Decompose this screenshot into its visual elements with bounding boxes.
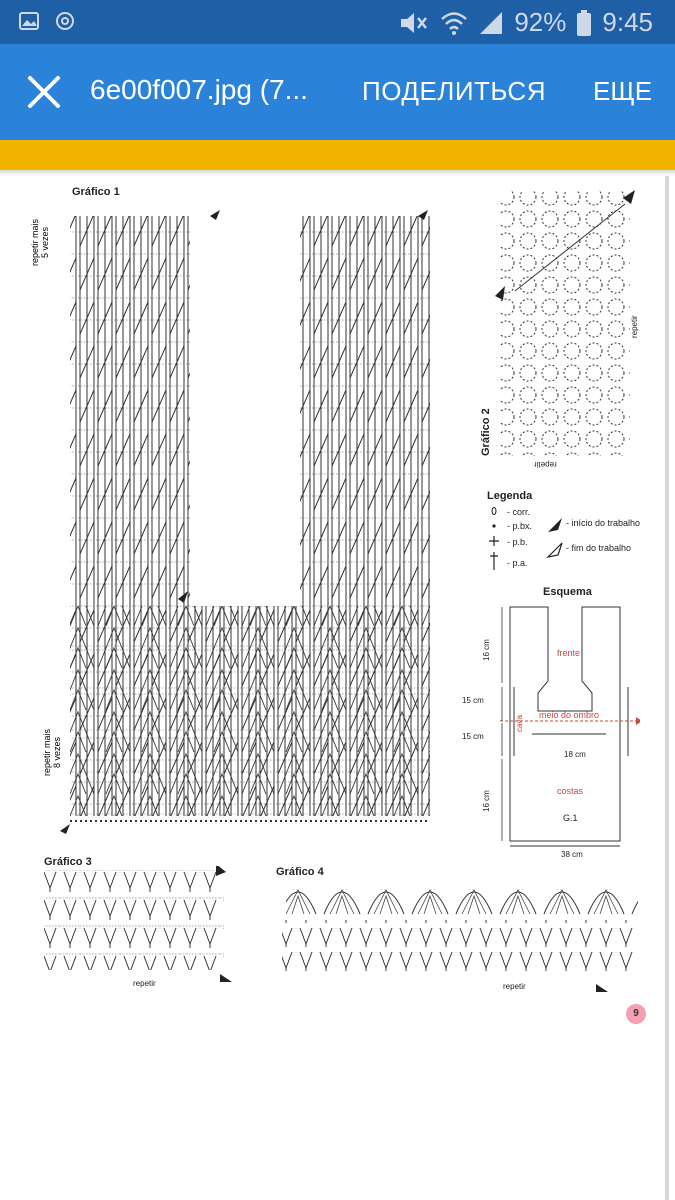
signal-icon <box>478 10 504 36</box>
image-icon <box>18 10 40 32</box>
chart3-title: Gráfico 3 <box>44 856 92 868</box>
mute-icon <box>398 10 430 36</box>
legend-item-pbx: - p.bx. <box>507 521 533 531</box>
legend-symbols <box>487 506 507 576</box>
schema-dim-18: 18 cm <box>564 750 586 759</box>
legend-start: - início do trabalho <box>566 518 641 528</box>
schema-dim-16-bottom: 16 cm <box>482 790 491 812</box>
chart2-diagram <box>495 186 645 476</box>
more-button[interactable]: ЕЩЕ <box>593 76 653 106</box>
arrow-end-icon <box>546 541 564 559</box>
document-image <box>0 176 675 1200</box>
legend-end: - fim do trabalho <box>566 543 632 553</box>
arrow-start-icon <box>546 516 564 534</box>
at-icon <box>54 10 76 32</box>
legend-item-corr: - corr. <box>507 507 531 517</box>
chart1-diagram <box>60 206 440 846</box>
chart1-repeat-top: repetir mais 5 vezes <box>30 218 50 266</box>
file-title: 6e00f007.jpg (7... <box>90 74 308 105</box>
app-bar <box>0 44 675 140</box>
schema-dim-15a: 15 cm <box>462 696 484 705</box>
chart1-repeat-bottom: repetir mais 8 vezes <box>42 728 62 776</box>
chart1-title: Gráfico 1 <box>72 186 120 198</box>
schema-title: Esquema <box>543 586 592 598</box>
schema-cava: cava <box>515 715 524 732</box>
schema-dim-15b: 15 cm <box>462 732 484 741</box>
chart2-repeat-side: repetir <box>630 315 639 338</box>
chart4-title: Gráfico 4 <box>276 866 324 878</box>
clock: 9:45 <box>602 7 653 37</box>
schema-costas: costas <box>557 786 584 796</box>
schema-frente: frente <box>557 648 581 658</box>
legend-title: Legenda <box>487 490 533 502</box>
schema-meio-ombro: meio do ombro <box>539 710 600 720</box>
schema-size: G.1 <box>563 813 578 823</box>
legend-item-pb: - p.b. <box>507 537 528 547</box>
close-icon[interactable] <box>22 70 66 114</box>
wifi-icon <box>440 10 468 36</box>
chart3-diagram <box>40 866 250 986</box>
schema-dim-16-top: 16 cm <box>482 639 491 661</box>
share-button[interactable]: ПОДЕЛИТЬСЯ <box>362 76 546 106</box>
battery-percent: 92% <box>514 7 567 37</box>
chart2-repeat-bottom: repetir <box>534 460 557 469</box>
legend-item-pa: - p.a. <box>507 558 528 568</box>
chart2-title: Gráfico 2 <box>480 408 492 456</box>
accent-strip <box>0 140 675 170</box>
page-number-badge: 9 <box>626 1004 646 1024</box>
schema-diagram <box>470 601 640 861</box>
battery-icon <box>576 9 592 37</box>
chart4-diagram <box>276 876 646 996</box>
chart3-repeat: repetir <box>133 979 156 988</box>
chart4-repeat: repetir <box>503 982 526 991</box>
schema-dim-38: 38 cm <box>561 850 583 859</box>
status-bar <box>0 0 675 44</box>
